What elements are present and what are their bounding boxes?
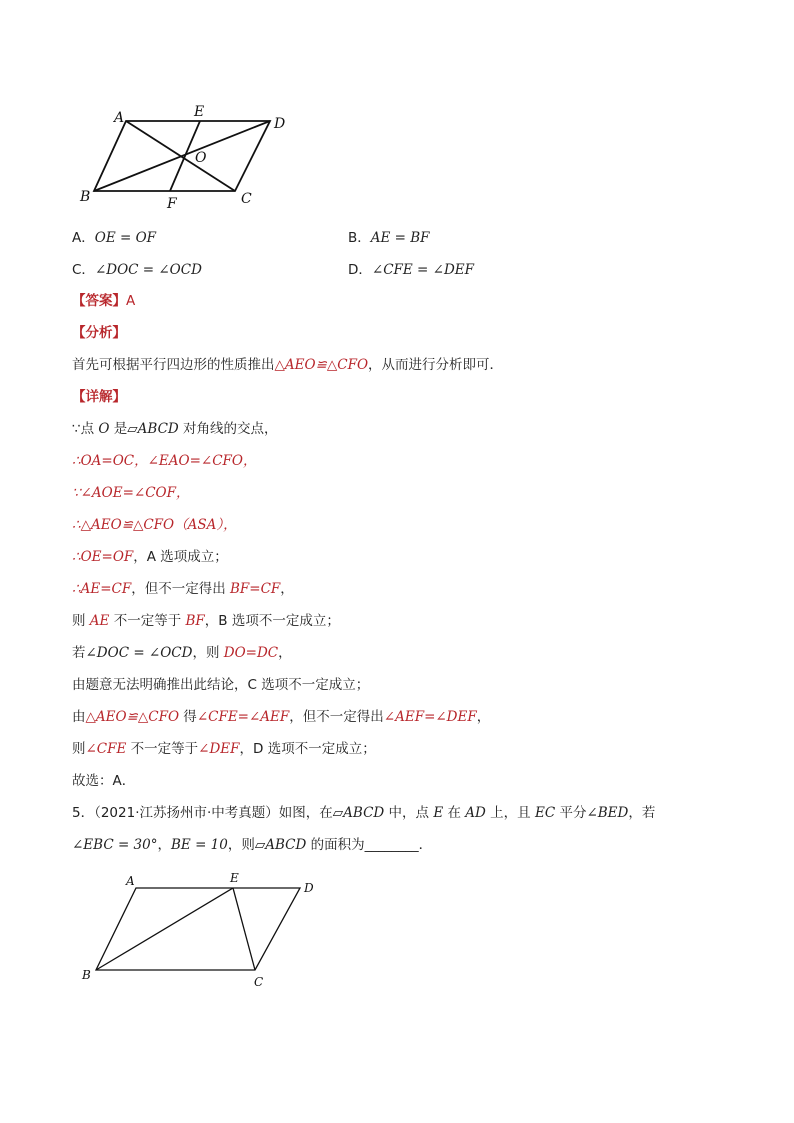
answer-blank: ________ [364,837,419,853]
detail-line-7: 则 AE 不一定等于 BF，B 选项不一定成立； [72,613,340,629]
fig2-label-b: B [82,968,91,982]
fig1-label-b: B [80,189,91,205]
fig1-label-d: D [274,116,286,132]
option-d: D．∠CFE = ∠DEF [348,262,475,278]
figure-2-parallelogram [70,868,330,993]
option-b: B．AE = BF [348,230,430,246]
detail-line-3: ∵∠AOE=∠COF， [72,485,190,501]
fig1-label-a: A [114,110,125,126]
fig1-label-o: O [195,150,207,166]
answer-line: 【答案】A [72,293,136,309]
detail-line-6: ∴AE=CF，但不一定得出 BF=CF， [72,581,294,597]
detail-tag: 【详解】 [72,389,126,405]
option-a: A．OE = OF [72,230,157,246]
fig1-label-f: F [167,196,177,212]
analysis-text: 首先可根据平行四边形的性质推出△AEO≌△CFO，从而进行分析即可． [72,357,504,373]
fig2-label-e: E [230,871,239,885]
fig2-label-d: D [304,881,314,895]
fig2-label-c: C [254,975,264,989]
analysis-tag: 【分析】 [72,325,126,341]
q5-line-1: 5．（2021·江苏扬州市·中考真题）如图，在▱ABCD 中，点 E 在 AD 上，且 EC 平分∠BED，若 [72,805,656,821]
option-c: C．∠DOC = ∠OCD [72,262,202,278]
fig1-label-c: C [241,191,252,207]
figure-1-parallelogram [70,100,300,215]
detail-line-4: ∴△AEO≌△CFO（ASA）， [72,517,237,533]
detail-line-2: ∴OA=OC，∠EAO=∠CFO， [72,453,257,469]
q5-line-2: ∠EBC = 30°，BE = 10，则▱ABCD 的面积为________． [72,837,433,853]
detail-line-1: ∵点 O 是▱ABCD 对角线的交点， [72,421,278,437]
fig1-label-e: E [194,104,205,120]
detail-line-12: 故选：A． [72,773,136,789]
detail-line-11: 则∠CFE 不一定等于∠DEF，D 选项不一定成立； [72,741,376,757]
detail-line-10: 由△AEO≌△CFO 得∠CFE=∠AEF，但不一定得出∠AEF=∠DEF， [72,709,491,725]
detail-line-9: 由题意无法明确推出此结论，C 选项不一定成立； [72,677,370,693]
fig2-label-a: A [126,874,135,888]
detail-line-8: 若∠DOC = ∠OCD，则 DO=DC， [72,645,292,661]
detail-line-5: ∴OE=OF，A 选项成立； [72,549,228,565]
